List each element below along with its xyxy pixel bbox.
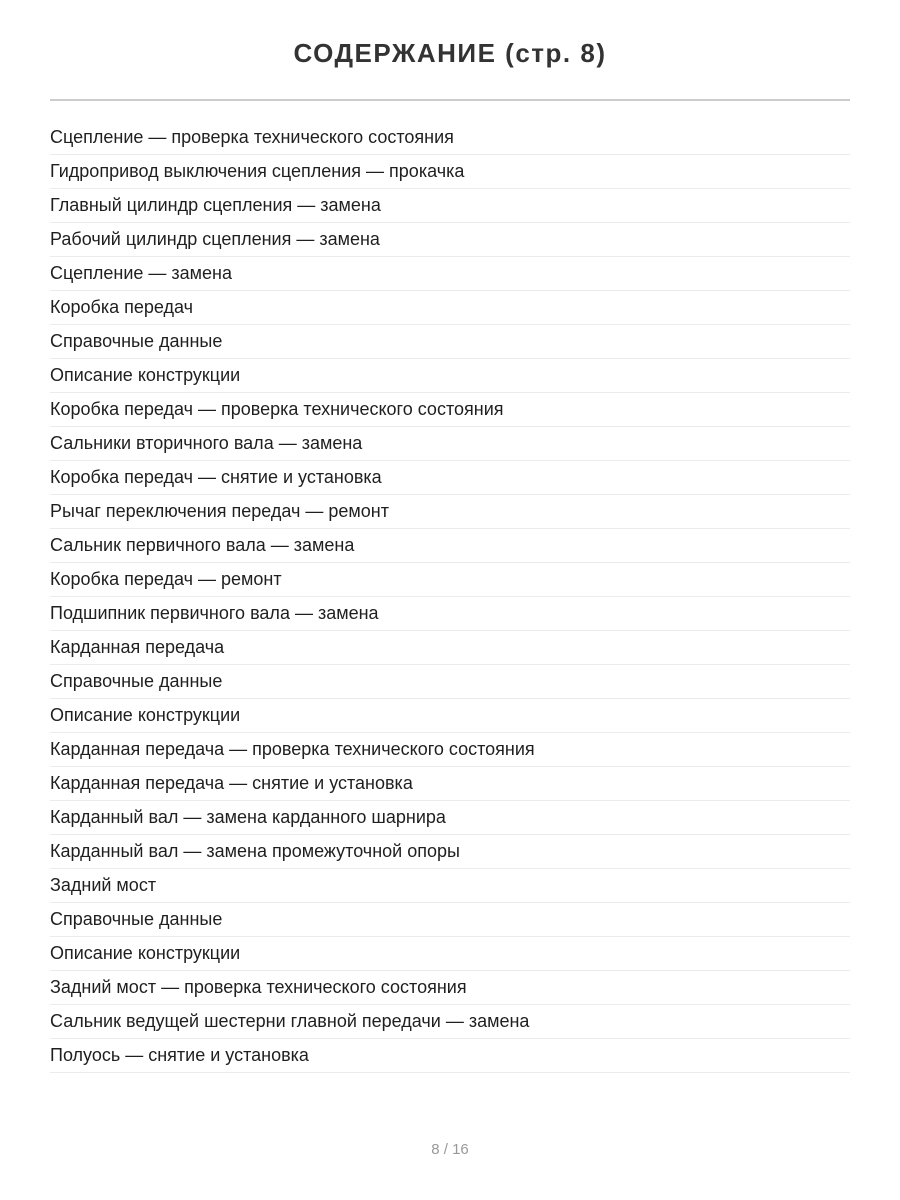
- toc-item[interactable]: Карданный вал — замена карданного шарнира: [50, 801, 850, 835]
- toc-item[interactable]: Главный цилиндр сцепления — замена: [50, 189, 850, 223]
- toc-item[interactable]: Сцепление — проверка технического состояния: [50, 121, 850, 155]
- page-indicator: 8 / 16: [431, 1141, 469, 1158]
- toc-item[interactable]: Описание конструкции: [50, 699, 850, 733]
- toc-item[interactable]: Коробка передач — проверка технического состояния: [50, 393, 850, 427]
- toc-item[interactable]: Рабочий цилиндр сцепления — замена: [50, 223, 850, 257]
- toc-item[interactable]: Задний мост: [50, 869, 850, 903]
- toc-item[interactable]: Карданная передача — проверка технического состояния: [50, 733, 850, 767]
- toc-item[interactable]: Полуось — снятие и установка: [50, 1039, 850, 1073]
- toc-item[interactable]: Справочные данные: [50, 665, 850, 699]
- toc-item[interactable]: Подшипник первичного вала — замена: [50, 597, 850, 631]
- toc-list: [50, 121, 850, 1073]
- toc-item[interactable]: Сцепление — замена: [50, 257, 850, 291]
- toc-item[interactable]: Коробка передач — снятие и установка: [50, 461, 850, 495]
- title-divider: [50, 99, 850, 101]
- toc-item[interactable]: Справочные данные: [50, 325, 850, 359]
- toc-item[interactable]: Задний мост — проверка технического состояния: [50, 971, 850, 1005]
- toc-item[interactable]: Рычаг переключения передач — ремонт: [50, 495, 850, 529]
- toc-item[interactable]: Гидропривод выключения сцепления — прокачка: [50, 155, 850, 189]
- page-title: СОДЕРЖАНИЕ (стр. 8): [293, 38, 607, 68]
- toc-item[interactable]: Коробка передач: [50, 291, 850, 325]
- toc-item[interactable]: Описание конструкции: [50, 937, 850, 971]
- toc-item[interactable]: Сальник первичного вала — замена: [50, 529, 850, 563]
- toc-item[interactable]: Справочные данные: [50, 903, 850, 937]
- toc-item[interactable]: Сальники вторичного вала — замена: [50, 427, 850, 461]
- toc-item[interactable]: Карданная передача — снятие и установка: [50, 767, 850, 801]
- toc-item[interactable]: Карданный вал — замена промежуточной опоры: [50, 835, 850, 869]
- toc-item[interactable]: Коробка передач — ремонт: [50, 563, 850, 597]
- toc-item[interactable]: Карданная передача: [50, 631, 850, 665]
- toc-item[interactable]: Сальник ведущей шестерни главной передачи — замена: [50, 1005, 850, 1039]
- toc-item[interactable]: Описание конструкции: [50, 359, 850, 393]
